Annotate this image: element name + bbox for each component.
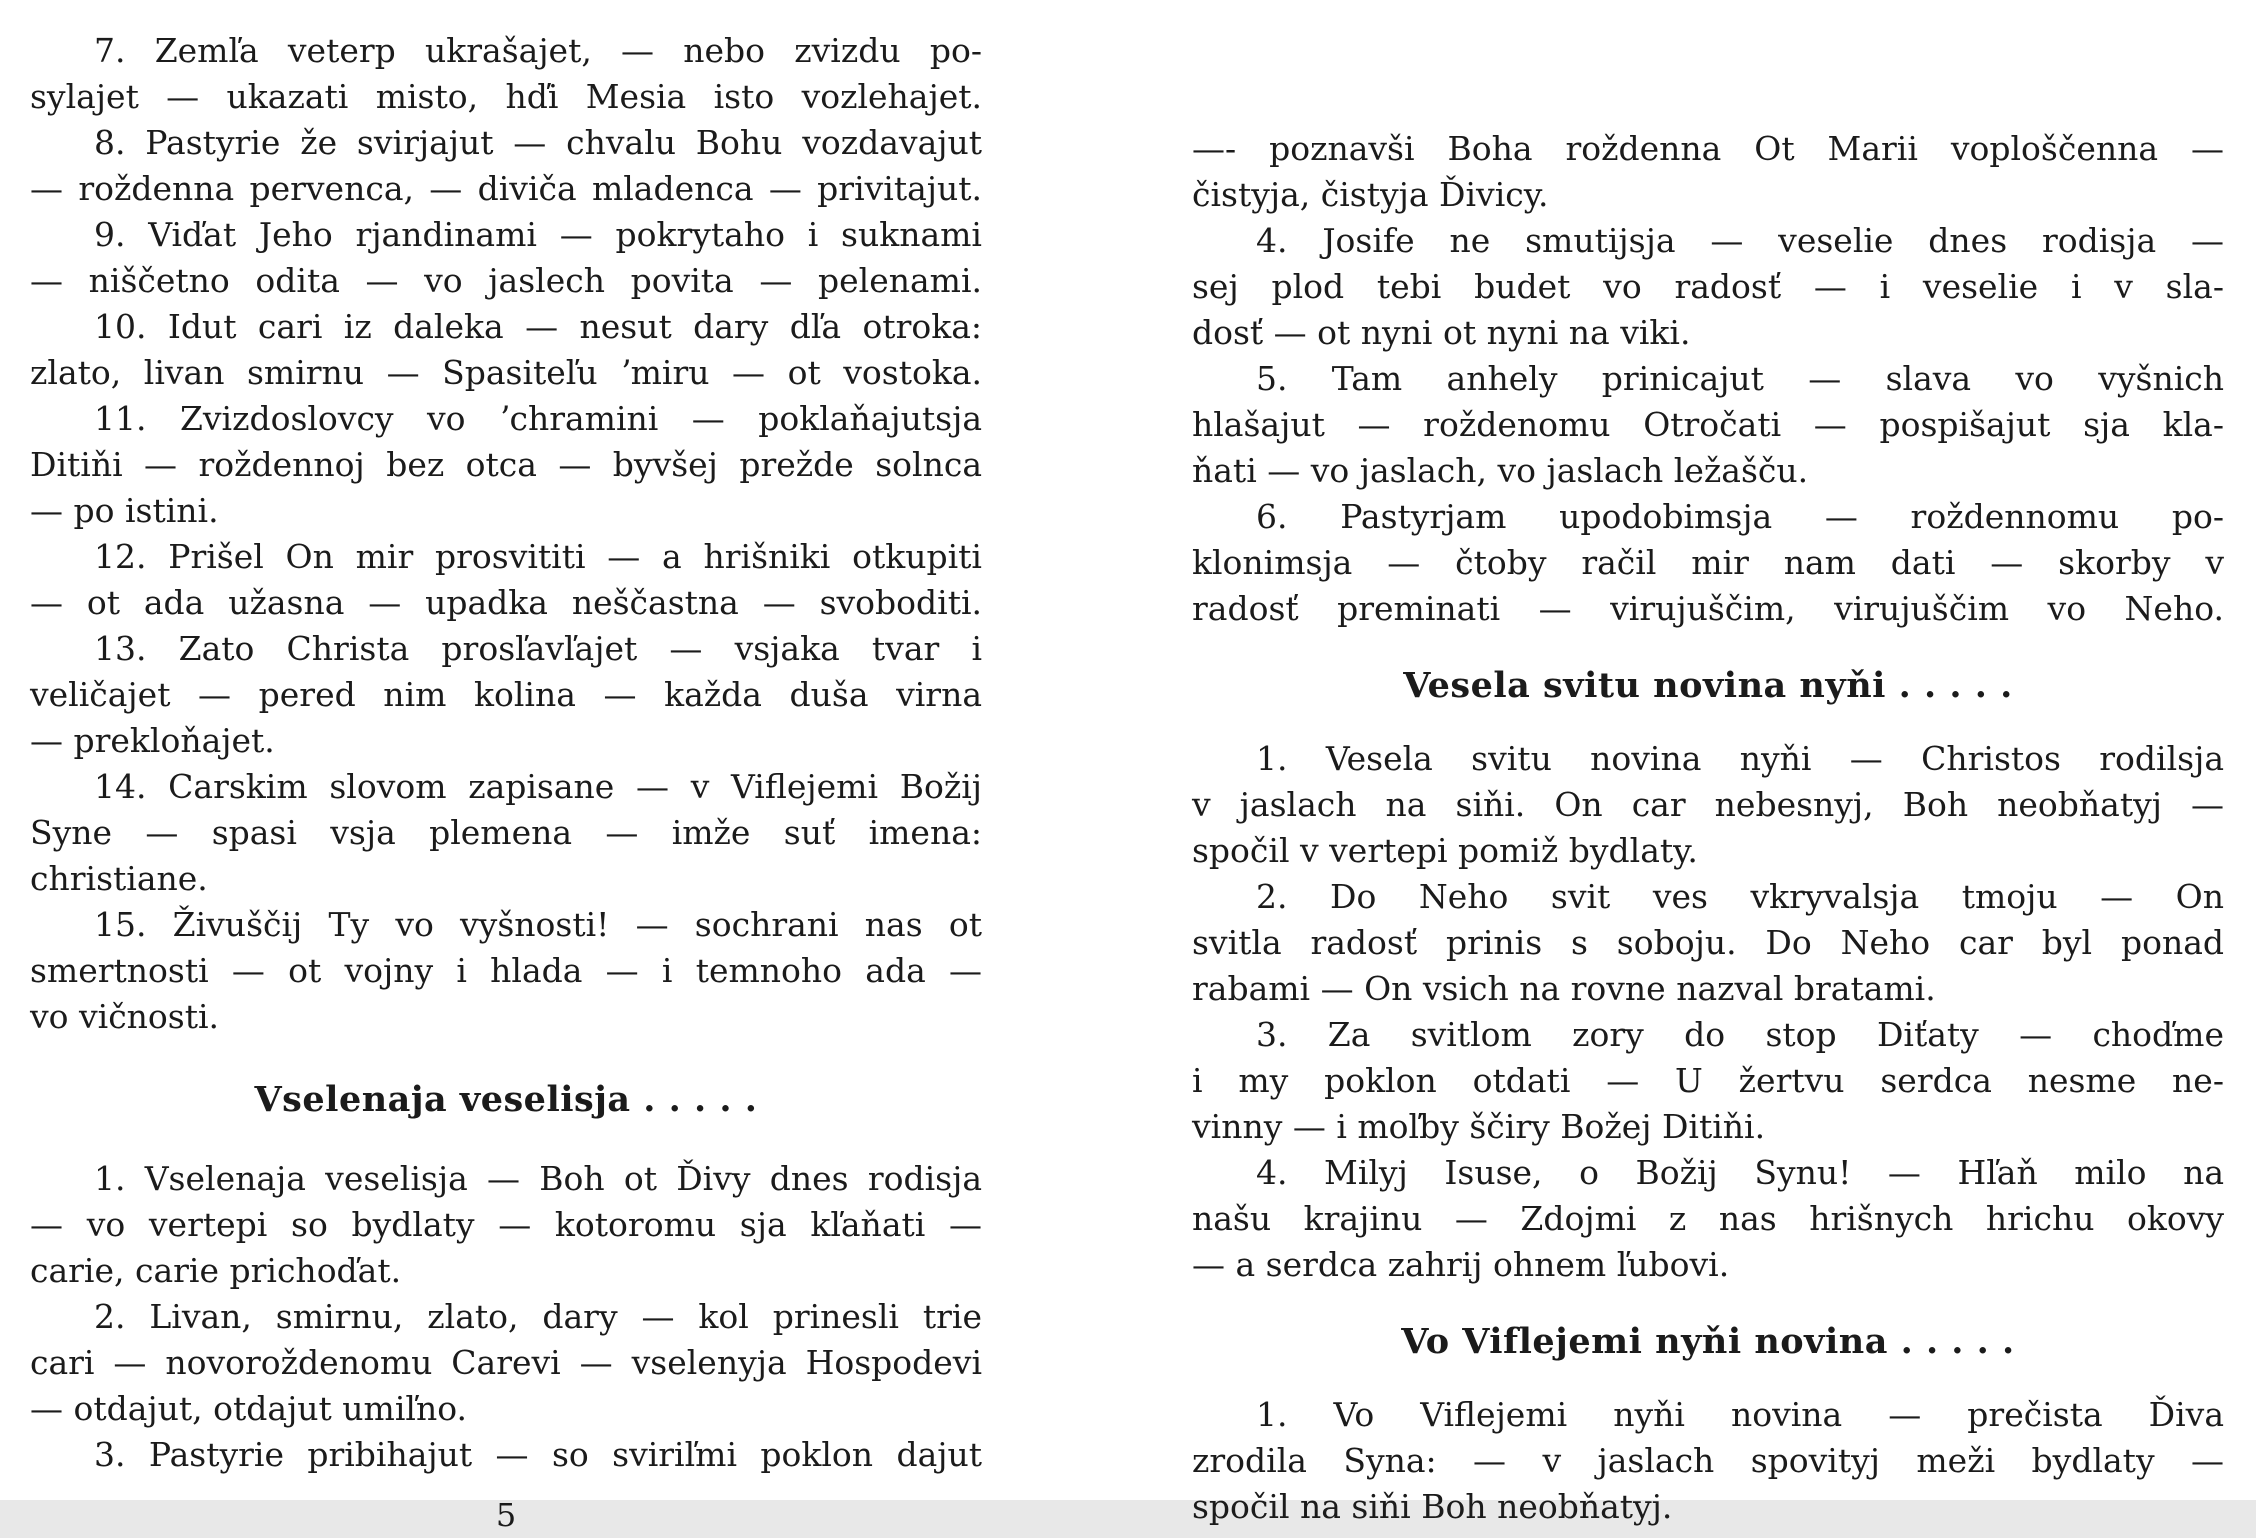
verse-line: vo vičnosti.	[30, 997, 220, 1036]
verse-line: radosť preminati — virujuščim, virujuščim vo Neho.	[1192, 589, 2224, 628]
verse-line: svitla radosť prinis s soboju. Do Neho car byl ponad	[1192, 923, 2224, 962]
verse-line: 7. Zemľa veterp ukrašajet, — nebo zvizdu po-	[94, 31, 982, 70]
verse-line: 3. Za svitlom zory do stop Diťaty — choďme	[1256, 1015, 2224, 1054]
verse-line: 5. Tam anhely prinicajut — slava vo vyšnich	[1256, 359, 2224, 398]
verse-line: 14. Carskim slovom zapisane — v Viflejemi Božij	[94, 767, 982, 806]
verse-line: 13. Zato Christa prosľavľajet — vsjaka tvar i	[94, 629, 982, 668]
verse-line: 12. Prišel On mir prosvititi — a hrišniki otkupiti	[94, 537, 982, 576]
verse-line: 8. Pastyrie že svirjajut — chvalu Bohu vozdavajut	[94, 123, 982, 162]
verse-line: 11. Zvizdoslovcy vo ʼchramini — poklaňajutsja	[94, 399, 982, 438]
verse-line: Syne — spasi vsja plemena — imže suť imena: christiane.	[30, 813, 982, 898]
verse-line: veličajet — pered nim kolina — každa duša virna	[30, 675, 982, 714]
verse-line: 10. Idut cari iz daleka — nesut dary dľa otroka:	[94, 307, 982, 346]
verse-line: i my poklon otdati — U žertvu serdca nesme ne-	[1192, 1061, 2224, 1100]
verse-line: smertnosti — ot vojny i hlada — i temnoho ada —	[30, 951, 982, 990]
verse-line: 1. Vo Viflejemi nyňi novina — prečista Ďiva	[1256, 1395, 2224, 1434]
verse-line: dosť — ot nyni ot nyni na viki.	[1192, 313, 1691, 352]
verse-line: — vo vertepi so bydlaty — kotoromu sja kľaňati —	[30, 1205, 982, 1244]
verse-line: carie, carie prichoďat.	[30, 1251, 402, 1290]
verse-line: čistyja, čistyja Ďivicy.	[1192, 175, 1549, 214]
verse-line: — niščetno odita — vo jaslech povita — pelenami.	[30, 261, 982, 300]
verse-line: spočil na siňi Boh neobňatyj.	[1192, 1487, 1673, 1526]
verse-line: v jaslach na siňi. On car nebesnyj, Boh neobňatyj —	[1192, 785, 2224, 824]
verse-line: 4. Milyj Isuse, o Božij Synu! — Hľaň milo na	[1256, 1153, 2224, 1192]
left-column	[30, 28, 982, 1538]
verse-line: rabami — On vsich na rovne nazval bratami.	[1192, 969, 1936, 1008]
verse-line: 3. Pastyrie pribihajut — so sviriľmi poklon dajut	[94, 1435, 982, 1474]
verse-line: — otdajut, otdajut umiľno.	[30, 1389, 467, 1428]
verse-line: spočil v vertepi pomiž bydlaty.	[1192, 831, 1698, 870]
verse-line: — a serdca zahrij ohnem ľubovi.	[1192, 1245, 1730, 1284]
verse-line: sylajet — ukazati misto, hďi Mesia isto vozlehajet.	[30, 77, 982, 116]
song-title-heading: Vselenaja veselisja . . . . .	[254, 1079, 758, 1120]
verse-line: cari — novoroždenomu Carevi — vselenyja Hospodevi	[30, 1343, 982, 1382]
verse-line: ňati — vo jaslach, vo jaslach ležašču.	[1192, 451, 1809, 490]
verse-line: našu krajinu — Zdojmi z nas hrišnych hrichu okovy	[1192, 1199, 2224, 1238]
verse-line: — ot ada užasna — upadka neščastna — svoboditi.	[30, 583, 982, 622]
verse-line: 2. Livan, smirnu, zlato, dary — kol prinesli trie	[94, 1297, 982, 1336]
verse-line: zlato, livan smirnu — Spasiteľu ʼmiru — ot vostoka.	[30, 353, 982, 392]
verse-line: — prekloňajet.	[30, 721, 275, 760]
right-column	[1192, 126, 2224, 1530]
verse-line: —- poznavši Boha roždenna Ot Marii voploščenna —	[1192, 129, 2224, 168]
verse-line: zrodila Syna: — v jaslach spovityj meži bydlaty —	[1192, 1441, 2224, 1480]
verse-line: 1. Vesela svitu novina nyňi — Christos rodilsja	[1256, 739, 2224, 778]
verse-line: klonimsja — čtoby račil mir nam dati — skorby v	[1192, 543, 2224, 582]
verse-line: hlašajut — roždenomu Otročati — pospišajut sja kla-	[1192, 405, 2224, 444]
verse-line: 6. Pastyrjam upodobimsja — roždennomu po-	[1256, 497, 2224, 536]
verse-line: — roždenna pervenca, — diviča mladenca — privitajut.	[30, 169, 982, 208]
page-number: 5	[495, 1496, 517, 1534]
verse-line: 15. Živuščij Ty vo vyšnosti! — sochrani nas ot	[94, 905, 982, 944]
verse-line: 2. Do Neho svit ves vkryvalsja tmoju — On	[1256, 877, 2224, 916]
verse-line: Ditiňi — roždennoj bez otca — byvšej prežde solnca	[30, 445, 982, 484]
verse-line: — po istini.	[30, 491, 219, 530]
verse-line: 9. Viďat Jeho rjandinami — pokrytaho i suknami	[94, 215, 982, 254]
verse-line: 4. Josife ne smutijsja — veselie dnes rodisja —	[1256, 221, 2224, 260]
song-title-heading: Vo Viflejemi nyňi novina . . . . .	[1401, 1321, 2015, 1362]
song-title-heading: Vesela svitu novina nyňi . . . . .	[1403, 665, 2013, 706]
verse-line: sej plod tebi budet vo radosť — i veselie i v sla-	[1192, 267, 2224, 306]
verse-line: vinny — i moľby ščiry Božej Ditiňi.	[1192, 1107, 1766, 1146]
verse-line: 1. Vselenaja veselisja — Boh ot Ďivy dnes rodisja	[94, 1159, 982, 1198]
